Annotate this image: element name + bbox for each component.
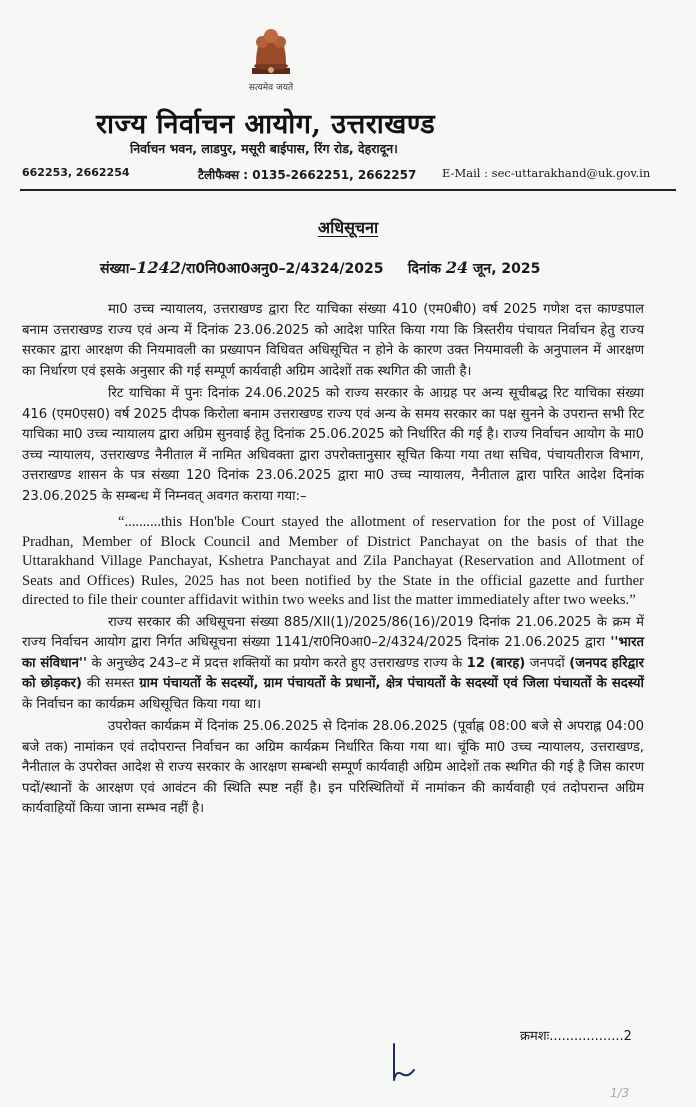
phone-numbers: 662253, 2662254: [22, 166, 130, 179]
notice-body: [22, 300, 644, 822]
paragraph-2: रिट याचिका में पुनः दिनांक 24.06.2025 को राज्य सरकार के आग्रह पर अन्य सूचीबद्ध रिट याचिका संख्या 416 (एम0एस0) वर्ष 2025 दीपक किरोला बनाम उत्तराखण्ड राज्य एवं अन्य के समय सरकार का पक्ष सुनने के उपरान्त सभी रिट याचिका मा0 उच्च न्यायालय द्वारा अग्रिम सुनवाई हेतु दिनांक 25.06.2025 को निर्धारित की गई है। राज्य निर्वाचन आयोग के मा0 उच्च न्यायालय, उत्तराखण्ड नैनीताल में नामित अधिवक्ता द्वारा उपरोक्तानुसार सूचित किया गया तथा सचिव, पंचायतीराज विभाग, उत्तराखण्ड शासन के पत्र संख्या 120 दिनांक 23.06.2025 द्वारा मा0 उच्च न्यायालय, नैनीताल द्वारा पारित आदेश दिनांक 23.06.2025 के सम्बन्ध में निम्नवत् अवगत कराया गया:–: [22, 386, 644, 504]
p3-district-count: 12 (बारह): [466, 655, 526, 671]
telefax-numbers: टैलीफैक्स : 0135-2662251, 2662257: [198, 168, 417, 182]
number-rest: /रा0नि0आ0अनु0–2/4324/2025: [180, 261, 384, 277]
signature-icon: [386, 1040, 422, 1086]
number-prefix: संख्या–: [100, 261, 137, 277]
page-mark: 1/3: [610, 1086, 630, 1100]
notice-heading: [0, 216, 696, 238]
date-rest: जून, 2025: [473, 261, 541, 277]
paragraph-1: मा0 उच्च न्यायालय, उत्तराखण्ड द्वारा रिट याचिका संख्या 410 (एम0बी0) वर्ष 2025 गणेश दत्त काण्डपाल बनाम उत्तराखण्ड राज्य एवं अन्य में दिनांक 23.06.2025 को आदेश पारित किया गया कि त्रिस्तरीय पंचायत निर्वाचन हेतु राज्य सरकार द्वारा आरक्षण की नियमावली का प्रख्यापन विधिवत अधिसूचित न होने के कारण उक्त नियमावली के अनुपालन में आरक्षण का निर्धारण एवं इसके अनुसार की गई सम्पूर्ण कार्यवाही अग्रिम आदेशों तक स्थगित की जाती है।: [22, 302, 644, 379]
p3-text-e: जनपदों: [525, 655, 570, 671]
state-emblem-icon: [246, 20, 296, 78]
contact-row: [22, 166, 672, 184]
court-order-quote: “..........this Hon'ble Court stayed the allotment of reservation for the post of Village Pradhan, Member of Block Council and Member of District Panchayat on the basis of that the Uttarakhand Village Panchayat, Kshetra Panchayat and Zila Panchayat (Reservation and Allotment of Seats and Offices) Rules, 2025 has not been notified by the State in the official gazette and further directed to file their counter affidavit within two weeks and list the matter immediately after two weeks.”: [22, 514, 644, 608]
date-handwritten: 24: [445, 258, 469, 277]
commission-address: निर्वाचन भवन, लाडपुर, मसूरी बाईपास, रिंग रोड, देहरादून।: [130, 141, 398, 156]
p3-members: ग्राम पंचायतों के सदस्यों, ग्राम पंचायतों के प्रधानों, क्षेत्र पंचायतों के सदस्यों एवं जिला पंचायतों के सदस्यों: [139, 676, 644, 691]
p3-exclusion: (जनपद हरिद्वार को छोड़कर): [22, 655, 645, 691]
letterhead-divider: [20, 189, 676, 191]
p3-text-g: की समस्त: [81, 676, 140, 691]
email-address: E-Mail : sec-uttarakhand@uk.gov.in: [442, 166, 651, 180]
date-prefix: दिनांक: [407, 261, 442, 277]
commission-title: राज्य निर्वाचन आयोग, उत्तराखण्ड: [96, 109, 436, 140]
p3-text-a: राज्य सरकार की अधिसूचना संख्या 885/XII(1)/2025/86(16)/2019 दिनांक 21.06.2025 के क्रम में राज्य निर्वाचन आयोग द्वारा निर्गत अधिसूचना संख्या 1141/रा0नि0आ0–2/4324/2025 दिनांक 21.06.2025 द्वारा: [22, 614, 644, 650]
emblem-motto: सत्यमेव जयते: [248, 83, 294, 93]
paragraph-3: [22, 613, 644, 716]
p3-text-c: के अनुच्छेद 243–ट में प्रदत्त शक्तियों का प्रयोग करते हुए उत्तराखण्ड राज्य के: [87, 655, 467, 671]
number-handwritten: 1242: [136, 258, 181, 277]
notice-heading-text: अधिसूचना: [317, 218, 379, 237]
paragraph-4: उपरोक्त कार्यक्रम में दिनांक 25.06.2025 से दिनांक 28.06.2025 (पूर्वाह्न 08:00 बजे से अपराह्न 04:00 बजे तक) नामांकन एवं तदोपरान्त निर्वाचन का अग्रिम कार्यक्रम निर्धारित किया गया था। चूंकि मा0 उच्च न्यायालय, उत्तराखण्ड, नैनीताल के उपरोक्त आदेश से राज्य सरकार के आरक्षण सम्बन्धी सम्पूर्ण कार्यवाही अग्रिम आदेशों तक स्थगित की गई है जिस कारण पदों/स्थानों के आरक्षण एवं आवंटन की स्थिति स्पष्ट नहीं है। इन परिस्थितियों में नामांकन की कार्यवाही एवं तदोपरान्त अग्रिम कार्यवाहियों किया जाना सम्भव नहीं है।: [22, 719, 644, 816]
continuation-mark: क्रमशः..................2: [520, 1029, 632, 1044]
notice-reference-line: [100, 258, 540, 278]
p3-text-i: के निर्वाचन का कार्यक्रम अधिसूचित किया गया था।: [22, 696, 262, 712]
p3-constitution: ''भारत का संविधान'': [22, 635, 644, 671]
